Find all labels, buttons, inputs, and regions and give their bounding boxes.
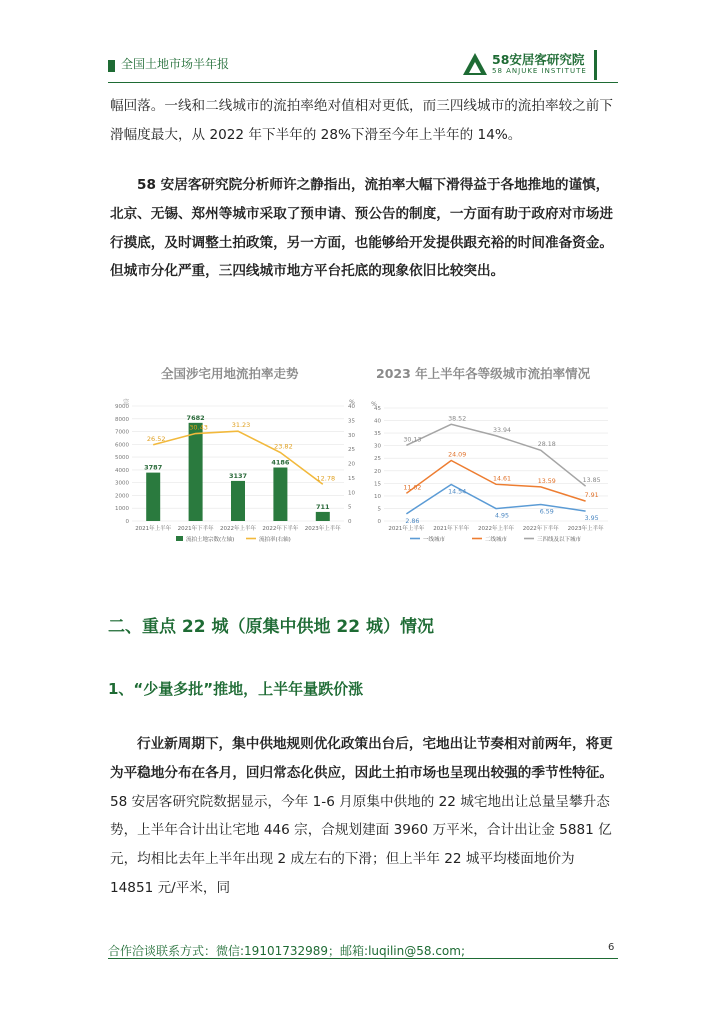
chart1-category-label: 2021年下半年 [177, 526, 214, 532]
chart2-point-label: 14.54 [448, 488, 467, 496]
chart2-point-label: 28.18 [537, 441, 556, 449]
chart1-category-label: 2022年上半年 [220, 526, 256, 532]
chart1-line-label: 26.52 [146, 434, 166, 443]
paragraph-1-text: 幅回落。一线和二线城市的流拍率绝对值相对更低，而三四线城市的流拍率较之前下滑幅度最大，从 2022 年下半年的 28%下滑至今年上半年的 14%。 [110, 98, 613, 143]
chart2-point-label: 38.52 [448, 415, 467, 423]
chart1-left-tick: 5000 [115, 455, 129, 462]
chart1-bar-label: 3787 [144, 463, 163, 472]
chart1-left-tick: 4000 [115, 467, 129, 474]
paragraph-3 [110, 730, 620, 903]
header-mark [108, 60, 115, 72]
chart1-right-tick: 25 [348, 447, 355, 454]
chart1-bar [273, 468, 287, 521]
chart2-tick: 30 [374, 443, 381, 450]
chart2-tick: 45 [374, 406, 381, 412]
footer-contact: 合作洽谈联系方式：微信:19101732989；邮箱:luqilin@58.com; [108, 944, 465, 958]
chart1-left-tick: 7000 [115, 429, 129, 436]
paragraph-2 [110, 171, 620, 286]
chart2-point-label: 13.85 [582, 477, 601, 485]
paragraph-1 [110, 92, 620, 150]
chart1-bar-label: 711 [316, 502, 330, 511]
chart2-category-label: 2022年上半年 [478, 526, 514, 532]
chart1-category-label: 2021年上半年 [135, 526, 172, 532]
footer-rule [108, 958, 618, 959]
chart1-line-label: 30.43 [189, 423, 208, 432]
chart2-category-label: 2021年下半年 [433, 526, 470, 532]
chart1-bar [189, 423, 203, 521]
chart2-category-label: 2022年下半年 [522, 526, 559, 532]
chart1-right-unit: % [349, 399, 355, 406]
subsection-heading: 1、“少量多批”推地，上半年量跌价涨 [108, 680, 364, 698]
chart1-legend-bar: 流拍土地宗数(左轴) [186, 537, 235, 543]
chart1-legend-line: 流拍率(右轴) [259, 537, 291, 543]
chart2-tick: 20 [374, 468, 381, 475]
chart2-point-label: 4.95 [494, 512, 510, 520]
chart1-left-tick: 1000 [115, 506, 129, 513]
chart1-right-tick: 15 [348, 475, 355, 482]
chart1-left-tick: 9000 [115, 404, 129, 410]
chart2-category-label: 2021年上半年 [388, 526, 425, 532]
logo [462, 50, 602, 80]
chart1-bar-label: 4186 [271, 458, 290, 467]
chart1-legend-bar-swatch [176, 536, 183, 541]
chart2 [364, 396, 614, 552]
chart2-point-label: 14.61 [492, 475, 512, 483]
chart2-point-label: 11.02 [403, 484, 422, 492]
chart1-bar-label: 7682 [186, 413, 205, 422]
chart1-title: 全国涉宅用地流拍率走势 [161, 366, 299, 381]
chart1-bar-label: 3137 [228, 471, 248, 480]
chart2-tick: 35 [374, 431, 381, 438]
chart1 [112, 396, 362, 552]
chart2-point-label: 2.86 [405, 517, 420, 525]
chart1-left-tick: 0 [125, 519, 129, 525]
chart1-category-label: 2023年上半年 [304, 526, 341, 532]
chart1-right-tick: 40 [348, 404, 355, 410]
chart2-legend-label: 一线城市 [423, 537, 446, 543]
chart1-left-unit: 宗 [122, 399, 130, 406]
chart2-point-label: 33.94 [492, 426, 512, 434]
chart1-line-label: 23.82 [274, 442, 293, 451]
chart2-tick: 5 [377, 506, 381, 513]
chart1-bar [316, 512, 330, 521]
chart1-right-tick: 20 [348, 461, 355, 468]
chart2-point-label: 6.59 [539, 508, 554, 516]
chart2-category-label: 2023年上半年 [567, 526, 604, 532]
page-number: 6 [608, 942, 615, 953]
chart2-point-label: 13.59 [537, 477, 556, 485]
chart2-title: 2023 年上半年各等级城市流拍率情况 [376, 366, 591, 381]
chart1-right-tick: 0 [348, 519, 352, 525]
chart2-tick: 15 [374, 481, 381, 488]
logo-name: 58安居客研究院 [492, 52, 585, 67]
chart1-left-tick: 2000 [115, 493, 129, 500]
chart2-tick: 25 [374, 456, 381, 463]
chart2-tick: 10 [374, 493, 381, 500]
logo-triangle-icon [462, 52, 488, 76]
chart1-bar [231, 481, 245, 521]
chart2-legend-label: 三四线及以下城市 [537, 537, 582, 543]
chart2-unit: % [371, 401, 377, 408]
section-heading: 二、重点 22 城（原集中供地 22 城）情况 [108, 617, 434, 637]
chart1-left-tick: 6000 [115, 442, 129, 449]
chart1-line-label: 12.78 [316, 474, 336, 483]
chart1-left-tick: 3000 [115, 480, 129, 487]
chart2-point-label: 24.09 [448, 451, 467, 459]
chart1-category-label: 2022年下半年 [262, 526, 299, 532]
chart1-line-label: 31.23 [231, 421, 251, 430]
chart1-right-tick: 10 [348, 490, 355, 497]
chart2-tick: 40 [374, 418, 381, 425]
chart1-right-tick: 30 [348, 432, 355, 439]
chart1-right-tick: 5 [348, 504, 352, 511]
chart2-legend-label: 二线城市 [485, 537, 508, 543]
logo-bar [594, 50, 597, 80]
chart2-point-label: 30.13 [403, 436, 422, 444]
chart2-tick: 0 [377, 519, 381, 525]
paragraph-2-text: 58 安居客研究院分析师许之静指出，流拍率大幅下滑得益于各地推地的谨慎，北京、无锡、郑州等城市采取了预申请、预公告的制度，一方面有助于政府对市场进行摸底，及时调整土拍政策，另一方面，也能够给开发提供跟充裕的时间准备资金。但城市分化严重，三四线城市地方平台托底的现象依旧比较突出。 [110, 177, 613, 280]
header-title: 全国土地市场半年报 [121, 57, 230, 71]
chart2-point-label: 3.95 [584, 515, 599, 523]
logo-en: 58 ANJUKE INSTITUTE [492, 67, 587, 75]
chart1-left-tick: 8000 [115, 416, 129, 423]
paragraph-3-rest: 58 安居客研究院数据显示，今年 1-6 月原集中供地的 22 城宅地出让总量呈攀升态势，上半年合计出让宅地 446 宗，合规划建面 3960 万平米，合计出让金 5881 亿元，均相比去年上半年出现 2 成左右的下滑；但上半年 22 城平均楼面地价为 14851 元/平米，同 [110, 793, 612, 896]
paragraph-3-bold: 行业新周期下，集中供地规则优化政策出台后，宅地出让节奏相对前两年，将更为平稳地分布在各月，回归常态化供应，因此土拍市场也呈现出较强的季节性特征。 [110, 736, 613, 781]
chart2-point-label: 7.91 [584, 492, 599, 500]
chart1-right-tick: 35 [348, 418, 355, 425]
chart1-bar [146, 473, 160, 521]
header-rule [108, 82, 618, 83]
